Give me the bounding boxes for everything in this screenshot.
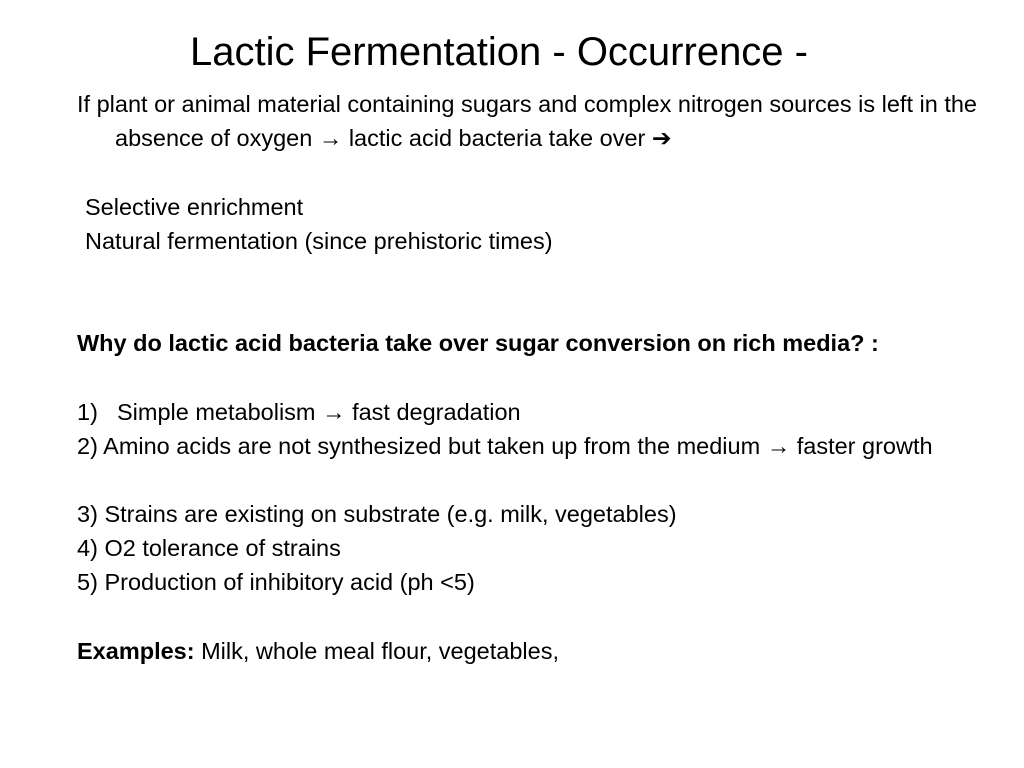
examples-label: Examples: — [77, 638, 195, 664]
intro-bullet-natural-fermentation: Natural fermentation (since prehistoric times) — [85, 228, 553, 254]
list-item-text: Strains are existing on substrate (e.g. milk, vegetables) — [104, 501, 677, 527]
intro-bullet-selective-enrichment: Selective enrichment — [85, 194, 304, 220]
examples-line — [77, 634, 977, 668]
list-item-number: 4) — [77, 535, 98, 561]
list-item-text: O2 tolerance of strains — [104, 535, 341, 561]
list-item — [77, 429, 1005, 463]
list-item — [77, 565, 977, 599]
list-item-number: 2) — [77, 433, 98, 459]
list-item-number: 5) — [77, 569, 98, 595]
slide-title: Lactic Fermentation - Occurrence - — [190, 30, 808, 74]
question-heading: Why do lactic acid bacteria take over sugar conversion on rich media? : — [77, 330, 879, 356]
list-item-number: 1) — [77, 399, 98, 425]
list-item-number: 3) — [77, 501, 98, 527]
list-item-text: Production of inhibitory acid (ph <5) — [104, 569, 475, 595]
list-item-text: Simple metabolism → fast degradation — [117, 399, 521, 425]
list-item — [77, 531, 977, 565]
list-item — [77, 497, 977, 531]
intro-paragraph: If plant or animal material containing sugars and complex nitrogen sources is left in the absence of oxygen → lactic acid bacteria take over ➔ — [77, 91, 977, 152]
list-item — [77, 395, 977, 429]
list-item-text: Amino acids are not synthesized but taken up from the medium → faster growth — [103, 433, 933, 459]
examples-text: Milk, whole meal flour, vegetables, — [201, 638, 559, 664]
